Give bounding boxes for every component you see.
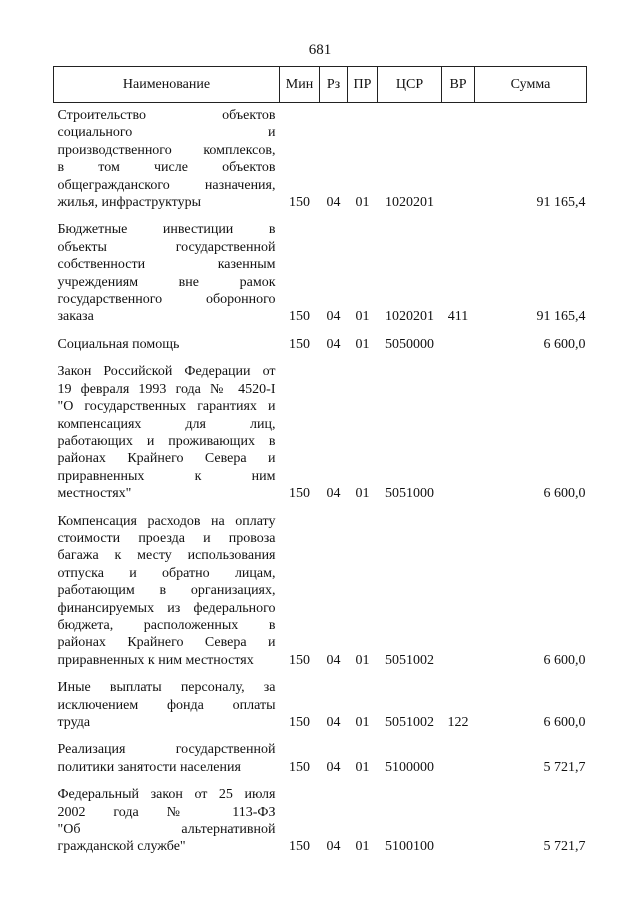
name-line: районах Крайнего Севера и [57,451,276,467]
header-csr: ЦСР [378,67,442,103]
cell-min: 150 [289,839,310,855]
cell-min: 150 [289,336,310,352]
name-line: исключением фонда оплаты [57,697,276,713]
cell-csr: 5051002 [385,652,434,668]
name-line: стоимости проезда и провоза [57,530,276,546]
cell-sum: 91 165,4 [536,195,586,211]
cell-pr: 01 [355,309,370,325]
cell-vr [442,776,475,856]
cell-pr: 01 [355,839,370,855]
header-sum: Сумма [475,67,587,103]
cell-csr: 5051002 [385,715,434,730]
table-row [54,103,587,212]
cell-rz: 04 [326,486,341,502]
name-line: Компенсация расходов на оплату [57,513,276,529]
name-line: Строительство объектов [57,108,276,123]
cell-vr [442,326,475,353]
cell-name [54,776,280,856]
cell-csr: 5100000 [385,759,434,775]
name-line: собственности казенным [57,257,276,273]
cell-pr: 01 [355,715,370,730]
cell-name [54,211,280,325]
cell-vr: 122 [447,715,469,730]
header-rz: Рз [320,67,348,103]
cell-csr: 1020201 [385,195,434,211]
table-body [54,103,587,856]
header-name: Наименование [54,67,280,103]
cell-pr: 01 [355,759,370,775]
cell-rz: 04 [326,309,341,325]
name-line: отпуска и обратно лицам, [57,565,276,581]
name-line: финансируемых из федерального [57,600,276,616]
cell-sum: 6 600,0 [543,715,586,730]
cell-min: 150 [289,715,310,730]
name-line: работающим в организациях, [57,583,276,599]
cell-pr: 01 [355,486,370,502]
cell-rz: 04 [326,652,341,668]
cell-min: 150 [289,309,310,325]
cell-name [54,503,280,670]
name-line: Федеральный закон от 25 июля [57,787,276,803]
cell-name [54,731,280,776]
name-line: Иные выплаты персоналу, за [57,680,276,696]
name-line: Закон Российской Федерации от [57,364,276,380]
cell-sum: 91 165,4 [536,309,586,325]
table-row [54,503,587,670]
name-line: местностях" [57,486,132,502]
name-line: 2002 года № 113-ФЗ [57,804,276,820]
table-row [54,731,587,776]
cell-sum: 5 721,7 [543,759,586,775]
cell-vr: 411 [447,309,469,325]
name-line: бюджета, расположенных в [57,617,276,633]
cell-vr [442,503,475,670]
name-line: районах Крайнего Севера и [57,635,276,651]
name-line: гражданской службе" [57,839,186,855]
header-pr: ПР [348,67,378,103]
header-vr: ВР [442,67,475,103]
header-min: Мин [280,67,320,103]
name-line: политики занятости населения [57,759,241,775]
name-line: учреждениям вне рамок [57,274,276,290]
cell-pr: 01 [355,652,370,668]
cell-pr: 01 [355,336,370,352]
cell-min: 150 [289,195,310,211]
name-line: Бюджетные инвестиции в [57,222,276,238]
table-row [54,776,587,856]
name-line: объекты государственной [57,239,276,255]
cell-min: 150 [289,652,310,668]
name-line: приравненных к ним [57,468,276,484]
cell-name [54,669,280,731]
cell-rz: 04 [326,839,341,855]
cell-rz: 04 [326,759,341,775]
name-line: Социальная помощь [57,336,180,352]
cell-rz: 04 [326,195,341,211]
budget-table [53,66,587,856]
table-row [54,353,587,502]
table-header [54,67,587,103]
cell-sum: 6 600,0 [543,652,586,668]
name-line: производственного комплексов, [57,142,276,158]
name-line: Реализация государственной [57,742,276,758]
name-line: в том числе объектов [57,160,276,176]
cell-sum: 6 600,0 [543,486,586,502]
table-row [54,211,587,325]
cell-csr: 5050000 [385,336,434,352]
cell-min: 150 [289,486,310,502]
cell-vr [442,731,475,776]
cell-csr: 5051000 [385,486,434,502]
cell-csr: 5100100 [385,839,434,855]
name-line: труда [57,715,91,730]
name-line: работающих и проживающих в [57,433,276,449]
cell-rz: 04 [326,336,341,352]
cell-csr: 1020201 [385,309,434,325]
name-line: компенсациях для лиц, [57,416,276,432]
cell-vr [442,353,475,502]
name-line: 19 февраля 1993 года № 4520-I [57,381,276,397]
cell-vr [442,103,475,212]
cell-name [54,326,280,353]
name-line: жилья, инфраструктуры [57,195,202,211]
cell-rz: 04 [326,715,341,730]
table-row [54,326,587,353]
cell-name [54,353,280,502]
name-line: багажа к месту использования [57,548,276,564]
name-line: общегражданского назначения, [57,177,276,193]
table-row [54,669,587,731]
name-line: социального и [57,125,276,141]
name-line: приравненных к ним местностях [57,652,254,668]
cell-min: 150 [289,759,310,775]
cell-sum: 5 721,7 [543,839,586,855]
cell-sum: 6 600,0 [543,336,586,352]
name-line: "Об альтернативной [57,822,276,838]
name-line: "О государственных гарантиях и [57,399,276,415]
cell-name [54,103,280,212]
name-line: государственного оборонного [57,292,276,308]
page-number: 681 [308,42,332,58]
cell-pr: 01 [355,195,370,211]
name-line: заказа [57,309,94,325]
